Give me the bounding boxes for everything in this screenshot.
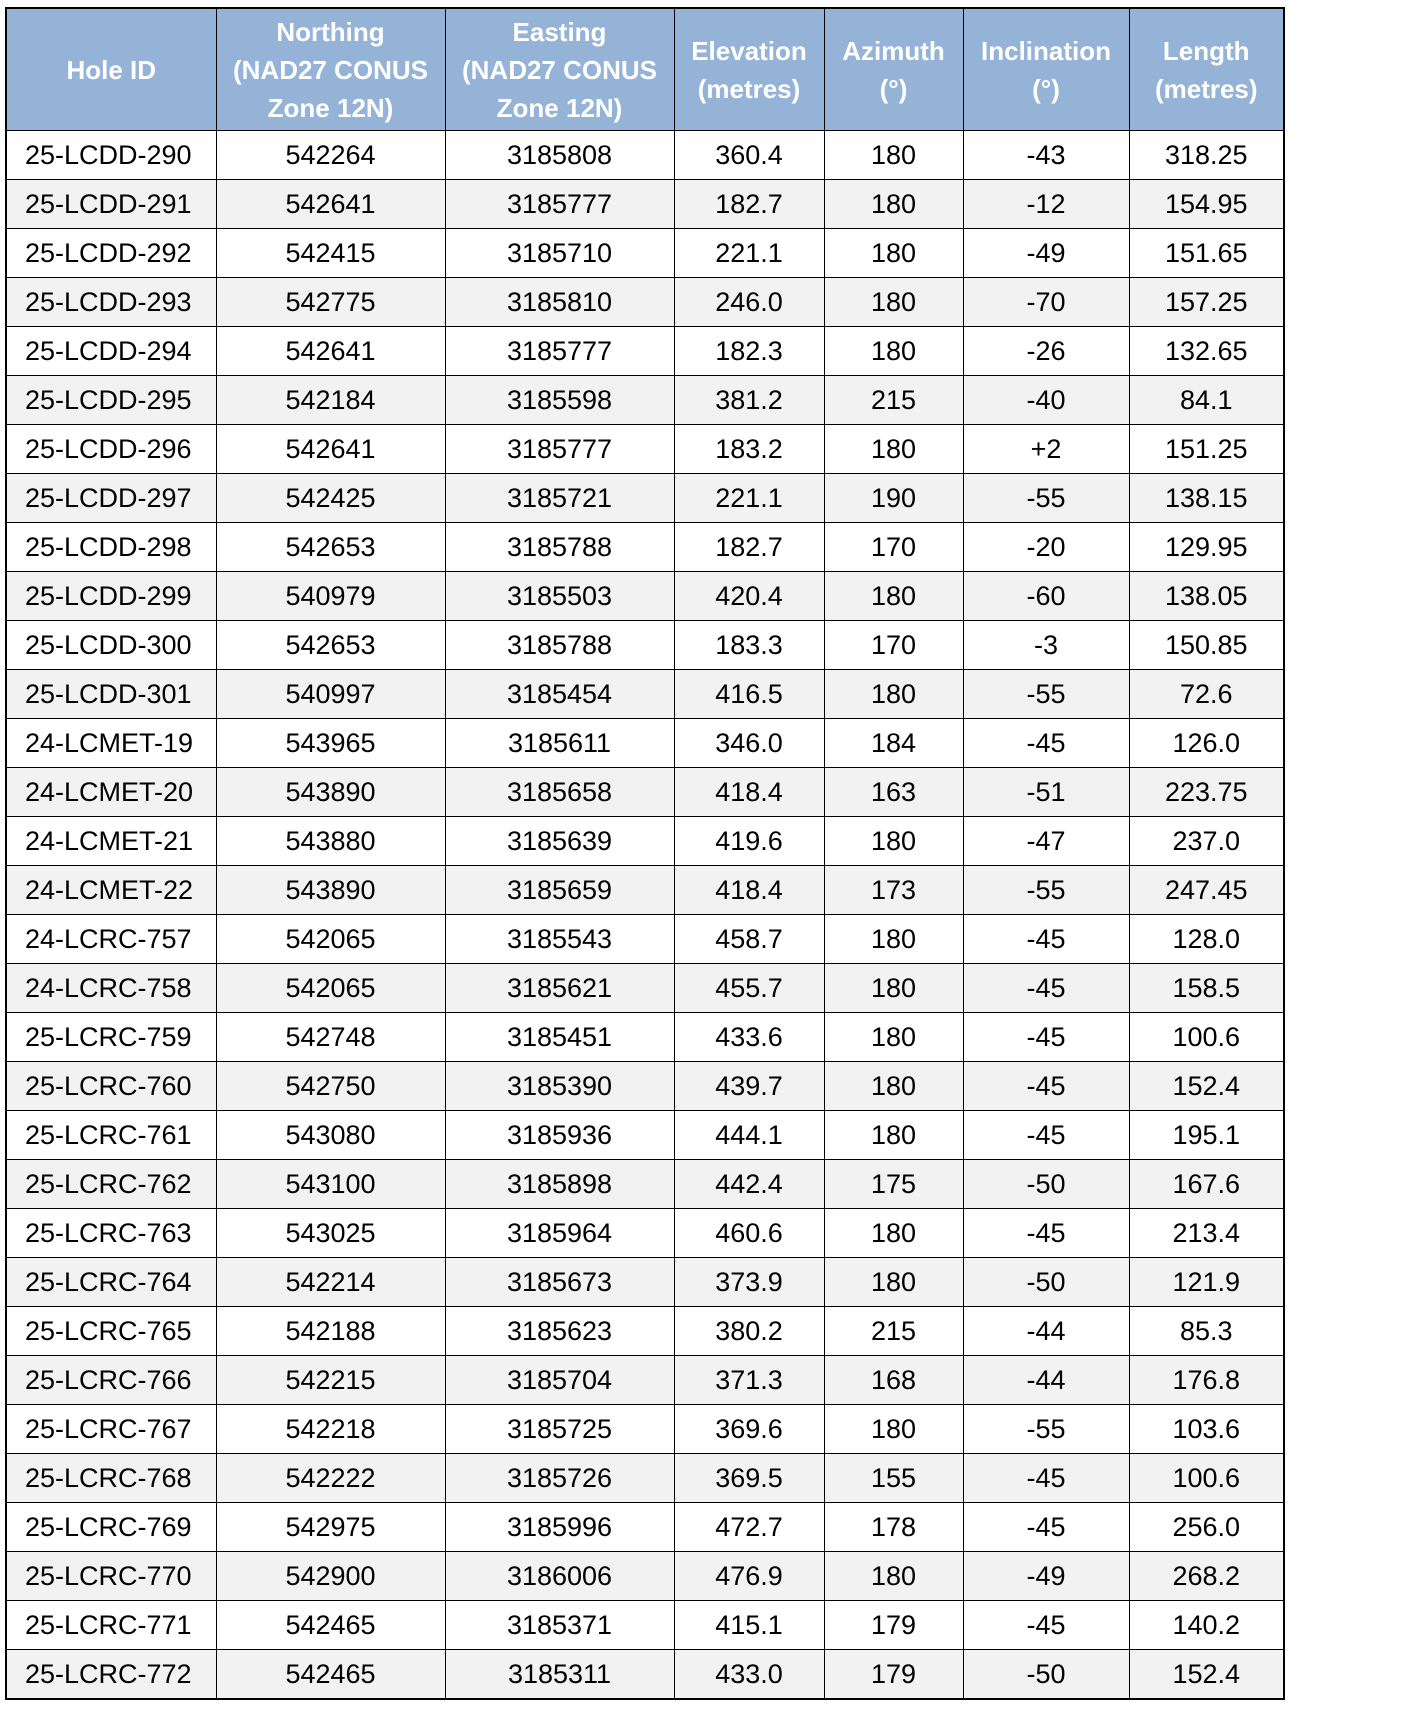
table-row bbox=[6, 1209, 1284, 1258]
cell-azimuth: 180 bbox=[824, 1062, 963, 1111]
cell-elevation: 442.4 bbox=[674, 1160, 824, 1209]
cell-length: 138.05 bbox=[1129, 572, 1284, 621]
cell-elevation: 444.1 bbox=[674, 1111, 824, 1160]
cell-easting: 3185454 bbox=[445, 670, 674, 719]
cell-hole-id: 25-LCDD-290 bbox=[6, 131, 216, 180]
cell-northing: 542750 bbox=[216, 1062, 445, 1111]
cell-northing: 543080 bbox=[216, 1111, 445, 1160]
cell-easting: 3185777 bbox=[445, 425, 674, 474]
cell-length: 157.25 bbox=[1129, 278, 1284, 327]
table-row bbox=[6, 964, 1284, 1013]
cell-easting: 3185777 bbox=[445, 180, 674, 229]
cell-easting: 3185704 bbox=[445, 1356, 674, 1405]
cell-inclination: -45 bbox=[963, 1503, 1129, 1552]
cell-inclination: -70 bbox=[963, 278, 1129, 327]
cell-length: 167.6 bbox=[1129, 1160, 1284, 1209]
cell-northing: 540979 bbox=[216, 572, 445, 621]
cell-hole-id: 25-LCDD-298 bbox=[6, 523, 216, 572]
cell-inclination: -45 bbox=[963, 1209, 1129, 1258]
cell-northing: 542975 bbox=[216, 1503, 445, 1552]
cell-length: 213.4 bbox=[1129, 1209, 1284, 1258]
cell-easting: 3186006 bbox=[445, 1552, 674, 1601]
cell-hole-id: 25-LCDD-292 bbox=[6, 229, 216, 278]
cell-inclination: +2 bbox=[963, 425, 1129, 474]
cell-hole-id: 24-LCMET-22 bbox=[6, 866, 216, 915]
cell-easting: 3185898 bbox=[445, 1160, 674, 1209]
cell-northing: 542775 bbox=[216, 278, 445, 327]
cell-northing: 543890 bbox=[216, 866, 445, 915]
cell-hole-id: 24-LCRC-757 bbox=[6, 915, 216, 964]
cell-northing: 542065 bbox=[216, 915, 445, 964]
cell-northing: 542748 bbox=[216, 1013, 445, 1062]
header-inclination: Inclination (°) bbox=[963, 8, 1129, 131]
cell-length: 150.85 bbox=[1129, 621, 1284, 670]
cell-elevation: 182.7 bbox=[674, 523, 824, 572]
cell-inclination: -45 bbox=[963, 915, 1129, 964]
table-row bbox=[6, 278, 1284, 327]
cell-northing: 542184 bbox=[216, 376, 445, 425]
cell-azimuth: 180 bbox=[824, 915, 963, 964]
cell-inclination: -47 bbox=[963, 817, 1129, 866]
table-row bbox=[6, 474, 1284, 523]
cell-northing: 543025 bbox=[216, 1209, 445, 1258]
cell-azimuth: 179 bbox=[824, 1650, 963, 1700]
cell-northing: 542653 bbox=[216, 523, 445, 572]
cell-northing: 542465 bbox=[216, 1601, 445, 1650]
cell-easting: 3185503 bbox=[445, 572, 674, 621]
cell-inclination: -20 bbox=[963, 523, 1129, 572]
cell-hole-id: 25-LCDD-301 bbox=[6, 670, 216, 719]
cell-inclination: -55 bbox=[963, 670, 1129, 719]
cell-azimuth: 180 bbox=[824, 1209, 963, 1258]
cell-azimuth: 215 bbox=[824, 376, 963, 425]
cell-azimuth: 180 bbox=[824, 817, 963, 866]
cell-easting: 3185788 bbox=[445, 523, 674, 572]
cell-length: 318.25 bbox=[1129, 131, 1284, 180]
header-northing: Northing (NAD27 CONUS Zone 12N) bbox=[216, 8, 445, 131]
cell-length: 103.6 bbox=[1129, 1405, 1284, 1454]
cell-northing: 542900 bbox=[216, 1552, 445, 1601]
cell-easting: 3185808 bbox=[445, 131, 674, 180]
cell-hole-id: 25-LCRC-764 bbox=[6, 1258, 216, 1307]
cell-length: 72.6 bbox=[1129, 670, 1284, 719]
table-row bbox=[6, 866, 1284, 915]
table-row bbox=[6, 180, 1284, 229]
cell-northing: 542222 bbox=[216, 1454, 445, 1503]
cell-easting: 3185371 bbox=[445, 1601, 674, 1650]
cell-inclination: -50 bbox=[963, 1650, 1129, 1700]
table-row bbox=[6, 327, 1284, 376]
cell-inclination: -45 bbox=[963, 1111, 1129, 1160]
cell-length: 223.75 bbox=[1129, 768, 1284, 817]
cell-elevation: 369.5 bbox=[674, 1454, 824, 1503]
cell-azimuth: 170 bbox=[824, 523, 963, 572]
cell-inclination: -50 bbox=[963, 1160, 1129, 1209]
cell-elevation: 221.1 bbox=[674, 474, 824, 523]
cell-elevation: 418.4 bbox=[674, 768, 824, 817]
cell-inclination: -49 bbox=[963, 1552, 1129, 1601]
cell-easting: 3185788 bbox=[445, 621, 674, 670]
cell-inclination: -50 bbox=[963, 1258, 1129, 1307]
cell-northing: 542065 bbox=[216, 964, 445, 1013]
cell-inclination: -45 bbox=[963, 1062, 1129, 1111]
cell-inclination: -45 bbox=[963, 1601, 1129, 1650]
cell-length: 152.4 bbox=[1129, 1062, 1284, 1111]
cell-elevation: 415.1 bbox=[674, 1601, 824, 1650]
cell-length: 85.3 bbox=[1129, 1307, 1284, 1356]
header-azimuth: Azimuth (°) bbox=[824, 8, 963, 131]
cell-hole-id: 25-LCDD-295 bbox=[6, 376, 216, 425]
cell-azimuth: 184 bbox=[824, 719, 963, 768]
cell-azimuth: 180 bbox=[824, 572, 963, 621]
cell-elevation: 476.9 bbox=[674, 1552, 824, 1601]
table-row bbox=[6, 1650, 1284, 1700]
cell-northing: 542641 bbox=[216, 180, 445, 229]
cell-elevation: 369.6 bbox=[674, 1405, 824, 1454]
table-row bbox=[6, 1013, 1284, 1062]
cell-hole-id: 25-LCRC-770 bbox=[6, 1552, 216, 1601]
cell-length: 100.6 bbox=[1129, 1013, 1284, 1062]
cell-length: 140.2 bbox=[1129, 1601, 1284, 1650]
cell-azimuth: 178 bbox=[824, 1503, 963, 1552]
cell-azimuth: 168 bbox=[824, 1356, 963, 1405]
cell-azimuth: 180 bbox=[824, 670, 963, 719]
cell-azimuth: 180 bbox=[824, 229, 963, 278]
cell-northing: 542653 bbox=[216, 621, 445, 670]
cell-inclination: -43 bbox=[963, 131, 1129, 180]
cell-hole-id: 24-LCMET-20 bbox=[6, 768, 216, 817]
cell-hole-id: 25-LCDD-300 bbox=[6, 621, 216, 670]
table-row bbox=[6, 817, 1284, 866]
cell-easting: 3185721 bbox=[445, 474, 674, 523]
cell-inclination: -55 bbox=[963, 1405, 1129, 1454]
cell-elevation: 458.7 bbox=[674, 915, 824, 964]
cell-northing: 542465 bbox=[216, 1650, 445, 1700]
cell-northing: 542415 bbox=[216, 229, 445, 278]
header-row bbox=[6, 8, 1284, 131]
cell-elevation: 183.3 bbox=[674, 621, 824, 670]
cell-hole-id: 25-LCRC-768 bbox=[6, 1454, 216, 1503]
cell-azimuth: 180 bbox=[824, 1405, 963, 1454]
table-row bbox=[6, 1160, 1284, 1209]
cell-azimuth: 180 bbox=[824, 1111, 963, 1160]
table-row bbox=[6, 425, 1284, 474]
cell-elevation: 433.0 bbox=[674, 1650, 824, 1700]
cell-easting: 3185936 bbox=[445, 1111, 674, 1160]
cell-northing: 542188 bbox=[216, 1307, 445, 1356]
cell-northing: 542218 bbox=[216, 1405, 445, 1454]
header-easting: Easting (NAD27 CONUS Zone 12N) bbox=[445, 8, 674, 131]
cell-elevation: 420.4 bbox=[674, 572, 824, 621]
cell-azimuth: 215 bbox=[824, 1307, 963, 1356]
cell-length: 195.1 bbox=[1129, 1111, 1284, 1160]
cell-azimuth: 180 bbox=[824, 131, 963, 180]
cell-elevation: 460.6 bbox=[674, 1209, 824, 1258]
cell-length: 151.25 bbox=[1129, 425, 1284, 474]
cell-elevation: 416.5 bbox=[674, 670, 824, 719]
cell-hole-id: 25-LCRC-765 bbox=[6, 1307, 216, 1356]
cell-length: 84.1 bbox=[1129, 376, 1284, 425]
cell-azimuth: 155 bbox=[824, 1454, 963, 1503]
cell-hole-id: 25-LCDD-294 bbox=[6, 327, 216, 376]
table-row bbox=[6, 719, 1284, 768]
cell-easting: 3185611 bbox=[445, 719, 674, 768]
cell-length: 176.8 bbox=[1129, 1356, 1284, 1405]
cell-length: 152.4 bbox=[1129, 1650, 1284, 1700]
cell-hole-id: 24-LCMET-21 bbox=[6, 817, 216, 866]
cell-easting: 3185390 bbox=[445, 1062, 674, 1111]
cell-easting: 3185311 bbox=[445, 1650, 674, 1700]
cell-azimuth: 180 bbox=[824, 278, 963, 327]
table-row bbox=[6, 1111, 1284, 1160]
table-row bbox=[6, 1356, 1284, 1405]
cell-length: 138.15 bbox=[1129, 474, 1284, 523]
cell-easting: 3185451 bbox=[445, 1013, 674, 1062]
cell-easting: 3185726 bbox=[445, 1454, 674, 1503]
cell-hole-id: 25-LCRC-762 bbox=[6, 1160, 216, 1209]
cell-azimuth: 170 bbox=[824, 621, 963, 670]
table-row bbox=[6, 229, 1284, 278]
cell-northing: 542214 bbox=[216, 1258, 445, 1307]
cell-azimuth: 180 bbox=[824, 425, 963, 474]
cell-length: 132.65 bbox=[1129, 327, 1284, 376]
cell-elevation: 433.6 bbox=[674, 1013, 824, 1062]
cell-length: 256.0 bbox=[1129, 1503, 1284, 1552]
table-row bbox=[6, 915, 1284, 964]
cell-inclination: -44 bbox=[963, 1356, 1129, 1405]
cell-elevation: 455.7 bbox=[674, 964, 824, 1013]
table-row bbox=[6, 1405, 1284, 1454]
cell-azimuth: 190 bbox=[824, 474, 963, 523]
cell-easting: 3185543 bbox=[445, 915, 674, 964]
cell-azimuth: 180 bbox=[824, 327, 963, 376]
table-row bbox=[6, 572, 1284, 621]
cell-elevation: 182.3 bbox=[674, 327, 824, 376]
cell-elevation: 360.4 bbox=[674, 131, 824, 180]
cell-inclination: -51 bbox=[963, 768, 1129, 817]
cell-hole-id: 25-LCRC-766 bbox=[6, 1356, 216, 1405]
cell-length: 126.0 bbox=[1129, 719, 1284, 768]
table-row bbox=[6, 1552, 1284, 1601]
cell-elevation: 371.3 bbox=[674, 1356, 824, 1405]
table-row bbox=[6, 1601, 1284, 1650]
cell-length: 100.6 bbox=[1129, 1454, 1284, 1503]
cell-inclination: -55 bbox=[963, 866, 1129, 915]
cell-easting: 3185658 bbox=[445, 768, 674, 817]
table-row bbox=[6, 523, 1284, 572]
header-elevation: Elevation (metres) bbox=[674, 8, 824, 131]
cell-easting: 3185598 bbox=[445, 376, 674, 425]
table-row bbox=[6, 1503, 1284, 1552]
cell-azimuth: 180 bbox=[824, 1258, 963, 1307]
cell-northing: 542425 bbox=[216, 474, 445, 523]
cell-northing: 542641 bbox=[216, 327, 445, 376]
cell-inclination: -3 bbox=[963, 621, 1129, 670]
cell-elevation: 373.9 bbox=[674, 1258, 824, 1307]
cell-length: 128.0 bbox=[1129, 915, 1284, 964]
cell-northing: 540997 bbox=[216, 670, 445, 719]
cell-easting: 3185996 bbox=[445, 1503, 674, 1552]
cell-length: 247.45 bbox=[1129, 866, 1284, 915]
cell-elevation: 472.7 bbox=[674, 1503, 824, 1552]
cell-azimuth: 163 bbox=[824, 768, 963, 817]
cell-elevation: 380.2 bbox=[674, 1307, 824, 1356]
cell-elevation: 182.7 bbox=[674, 180, 824, 229]
cell-easting: 3185710 bbox=[445, 229, 674, 278]
cell-azimuth: 180 bbox=[824, 964, 963, 1013]
cell-northing: 542264 bbox=[216, 131, 445, 180]
cell-length: 268.2 bbox=[1129, 1552, 1284, 1601]
cell-northing: 543880 bbox=[216, 817, 445, 866]
cell-inclination: -55 bbox=[963, 474, 1129, 523]
cell-easting: 3185964 bbox=[445, 1209, 674, 1258]
cell-easting: 3185810 bbox=[445, 278, 674, 327]
cell-hole-id: 25-LCRC-763 bbox=[6, 1209, 216, 1258]
cell-easting: 3185659 bbox=[445, 866, 674, 915]
cell-azimuth: 180 bbox=[824, 180, 963, 229]
cell-elevation: 221.1 bbox=[674, 229, 824, 278]
cell-hole-id: 25-LCDD-296 bbox=[6, 425, 216, 474]
cell-easting: 3185639 bbox=[445, 817, 674, 866]
table-row bbox=[6, 1307, 1284, 1356]
cell-elevation: 419.6 bbox=[674, 817, 824, 866]
cell-length: 154.95 bbox=[1129, 180, 1284, 229]
cell-hole-id: 25-LCDD-291 bbox=[6, 180, 216, 229]
cell-azimuth: 175 bbox=[824, 1160, 963, 1209]
cell-inclination: -44 bbox=[963, 1307, 1129, 1356]
cell-hole-id: 24-LCRC-758 bbox=[6, 964, 216, 1013]
cell-inclination: -60 bbox=[963, 572, 1129, 621]
cell-hole-id: 25-LCDD-293 bbox=[6, 278, 216, 327]
table-row bbox=[6, 131, 1284, 180]
cell-inclination: -45 bbox=[963, 964, 1129, 1013]
cell-inclination: -45 bbox=[963, 719, 1129, 768]
cell-northing: 542215 bbox=[216, 1356, 445, 1405]
cell-length: 151.65 bbox=[1129, 229, 1284, 278]
cell-hole-id: 25-LCRC-769 bbox=[6, 1503, 216, 1552]
table-row bbox=[6, 1454, 1284, 1503]
cell-hole-id: 25-LCRC-761 bbox=[6, 1111, 216, 1160]
cell-elevation: 439.7 bbox=[674, 1062, 824, 1111]
cell-hole-id: 25-LCDD-297 bbox=[6, 474, 216, 523]
cell-inclination: -45 bbox=[963, 1454, 1129, 1503]
cell-northing: 543100 bbox=[216, 1160, 445, 1209]
cell-azimuth: 180 bbox=[824, 1013, 963, 1062]
cell-length: 129.95 bbox=[1129, 523, 1284, 572]
cell-hole-id: 25-LCRC-767 bbox=[6, 1405, 216, 1454]
cell-azimuth: 180 bbox=[824, 1552, 963, 1601]
cell-azimuth: 173 bbox=[824, 866, 963, 915]
cell-northing: 542641 bbox=[216, 425, 445, 474]
cell-hole-id: 25-LCRC-760 bbox=[6, 1062, 216, 1111]
cell-length: 237.0 bbox=[1129, 817, 1284, 866]
cell-hole-id: 24-LCMET-19 bbox=[6, 719, 216, 768]
cell-inclination: -49 bbox=[963, 229, 1129, 278]
cell-hole-id: 25-LCRC-772 bbox=[6, 1650, 216, 1700]
table-body bbox=[6, 131, 1284, 1700]
cell-easting: 3185777 bbox=[445, 327, 674, 376]
cell-inclination: -40 bbox=[963, 376, 1129, 425]
header-length: Length (metres) bbox=[1129, 8, 1284, 131]
table-row bbox=[6, 621, 1284, 670]
drill-hole-table bbox=[5, 7, 1285, 1700]
cell-elevation: 246.0 bbox=[674, 278, 824, 327]
cell-easting: 3185621 bbox=[445, 964, 674, 1013]
cell-inclination: -12 bbox=[963, 180, 1129, 229]
cell-length: 158.5 bbox=[1129, 964, 1284, 1013]
cell-elevation: 418.4 bbox=[674, 866, 824, 915]
table-row bbox=[6, 376, 1284, 425]
cell-length: 121.9 bbox=[1129, 1258, 1284, 1307]
cell-hole-id: 25-LCRC-759 bbox=[6, 1013, 216, 1062]
cell-easting: 3185725 bbox=[445, 1405, 674, 1454]
table-row bbox=[6, 670, 1284, 719]
cell-inclination: -26 bbox=[963, 327, 1129, 376]
table-header bbox=[6, 8, 1284, 131]
cell-hole-id: 25-LCDD-299 bbox=[6, 572, 216, 621]
cell-elevation: 381.2 bbox=[674, 376, 824, 425]
cell-northing: 543965 bbox=[216, 719, 445, 768]
table-row bbox=[6, 1062, 1284, 1111]
cell-easting: 3185673 bbox=[445, 1258, 674, 1307]
table-row bbox=[6, 1258, 1284, 1307]
header-hole-id: Hole ID bbox=[6, 8, 216, 131]
cell-elevation: 183.2 bbox=[674, 425, 824, 474]
cell-hole-id: 25-LCRC-771 bbox=[6, 1601, 216, 1650]
cell-elevation: 346.0 bbox=[674, 719, 824, 768]
table-row bbox=[6, 768, 1284, 817]
cell-azimuth: 179 bbox=[824, 1601, 963, 1650]
cell-northing: 543890 bbox=[216, 768, 445, 817]
cell-inclination: -45 bbox=[963, 1013, 1129, 1062]
cell-easting: 3185623 bbox=[445, 1307, 674, 1356]
